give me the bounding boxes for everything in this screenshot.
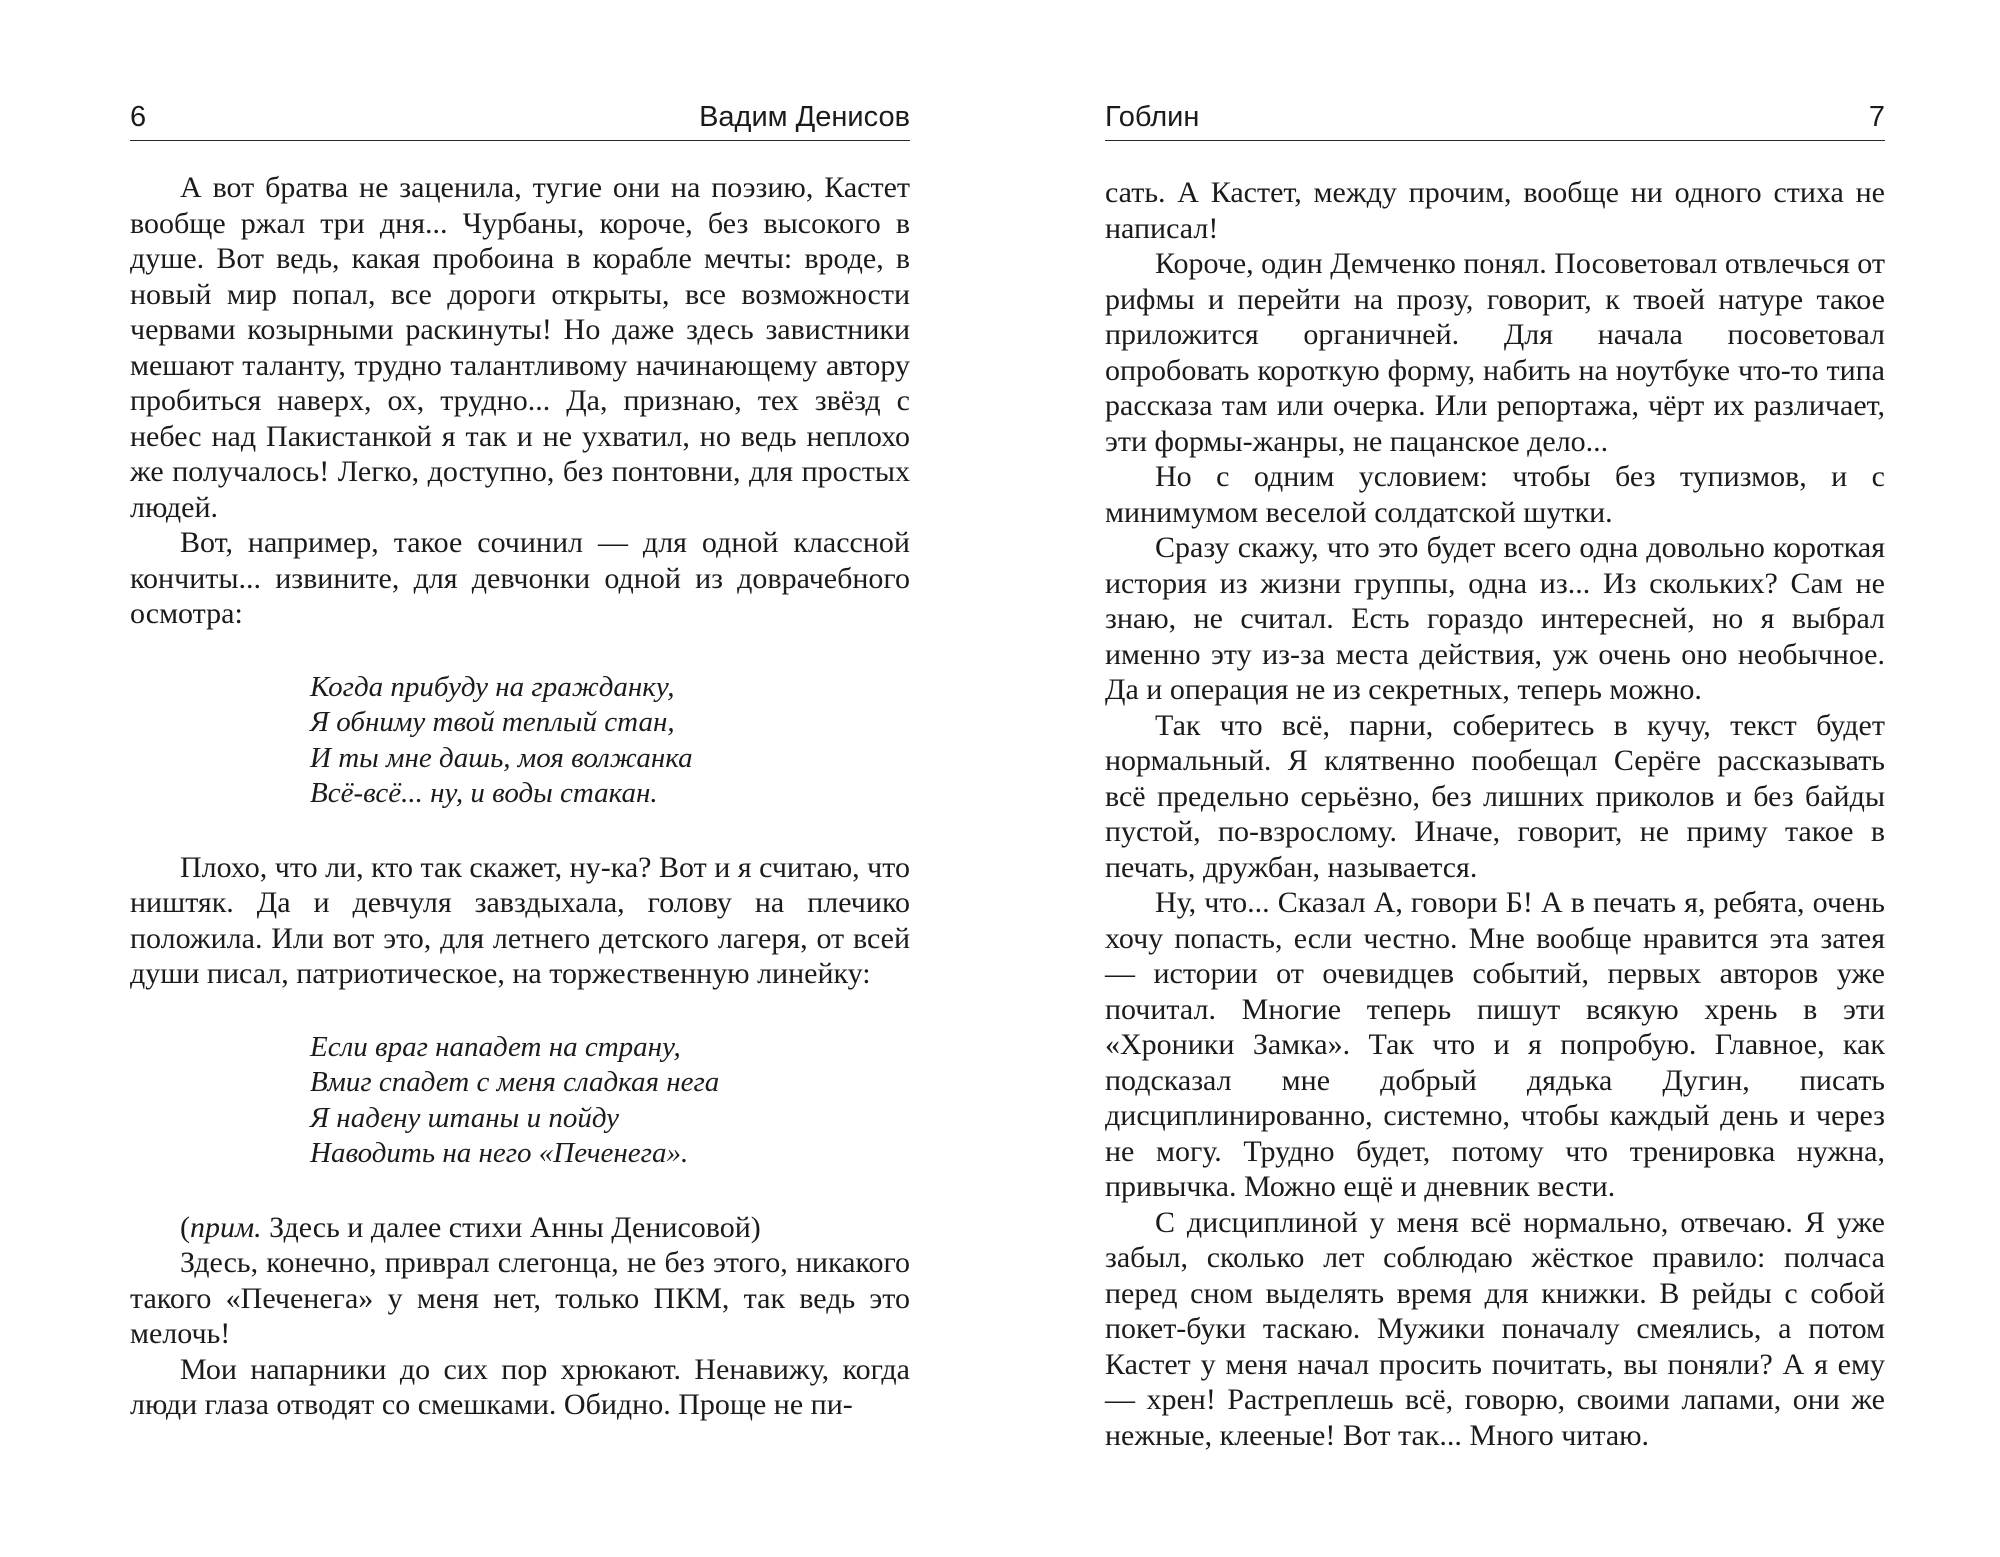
poem-line: Наводить на него «Печенега». xyxy=(310,1137,689,1169)
paragraph-continued: сать. А Кастет, между прочим, вообще ни одного стиха не написал! xyxy=(1105,176,1885,245)
poem-line: Если враг нападет на страну, xyxy=(310,1030,681,1063)
poem-1 xyxy=(310,670,910,812)
right-running-head xyxy=(1105,100,1885,141)
paragraph: Ну, что... Сказал А, говори Б! А в печать я, ребята, очень хочу попасть, если честно. Мне вообще нравится эта затея — истории от очевидцев событий, первых авторов уже почитал. Многие теперь пишут всякую хрень в эти «Хроники Замка». Так что и я попробую. Главное, как подсказал мне добрый дядька Дугин, писать дисциплинированно, системно, чтобы каждый день и через не могу. Трудно будет, потому что тренировка нужна, привычка. Можно ещё и дневник вести. xyxy=(1105,886,1885,1203)
paragraph: Так что всё, парни, соберитесь в кучу, текст будет нормальный. Я клятвенно пообещал Серёге рассказывать всё предельно серьёзно, без лишних приколов и без байды пустой, по-взрослому. Иначе, говорит, не приму такое в печать, дружбан, называется. xyxy=(1105,708,1885,884)
poem-line: Я надену штаны и пойду xyxy=(310,1101,619,1134)
paragraph: С дисциплиной у меня всё нормально, отвечаю. Я уже забыл, сколько лет соблюдаю жёсткое правило: полчаса перед сном выделять время для книжки. В рейды с собой покет-буки таскаю. Мужики поначалу смеялись, а потом Кастет у меня начал просить почитать, вы поняли? А я ему — хрен! Растреплешь всё, говорю, своими лапами, они же нежные, клееные! Вот так... Много читаю. xyxy=(1105,1205,1885,1452)
note-open-paren: ( xyxy=(180,1210,190,1244)
paragraph: Здесь, конечно, приврал слегонца, не без этого, никакого такого «Печенега» у меня нет, только ПКМ, так ведь это мелочь! xyxy=(130,1246,910,1350)
poem-line: Я обниму твой теплый стан, xyxy=(310,706,675,738)
poem-line: Всё-всё... ну, и воды стакан. xyxy=(310,777,658,809)
note-text: Здесь и далее стихи Анны Денисовой) xyxy=(261,1210,761,1244)
paragraph: Сразу скажу, что это будет всего одна довольно короткая история из жизни группы, одна из... Из скольких? Сам не знаю, не считал. Есть гораздо интересней, но я выбрал именно эту из-за места действия, уж очень оно необычное. Да и операция не из секретных, теперь можно. xyxy=(1105,531,1885,706)
paragraph: А вот братва не заценила, тугие они на поэзию, Кастет вообще ржал три дня... Чурбаны, короче, без высокого в душе. Вот ведь, какая пробоина в корабле мечты: вроде, в новый мир попал, все дороги открыты, все возможности червами козырными раскинуты! Но даже здесь завистники мешают таланту, трудно талантливому начинающему автору пробиться наверх, ох, трудно... Да, признаю, тех звёзд с небес над Пакистанкой я так и не ухватил, но ведь неплохо же получалось! Легко, доступно, без понтовни, для простых людей. xyxy=(130,171,910,524)
poem-2 xyxy=(310,1030,910,1172)
poem-line: И ты мне дашь, моя волжанка xyxy=(310,741,693,774)
left-page-text xyxy=(130,170,910,1423)
paragraph: Вот, например, такое сочинил — для одной классной кончиты... извините, для девчонки одной из доврачебного осмотра: xyxy=(130,526,910,630)
poem-line: Вмиг спадет с меня сладкая нега xyxy=(310,1066,720,1098)
running-title-book: Гоблин xyxy=(1105,101,1200,133)
paragraph: Короче, один Демченко понял. Посоветовал отвлечься от рифмы и перейти на прозу, говорит, к твоей натуре такое приложится органичней. Для начала посоветовал опробовать короткую форму, набить на ноутбуке что-то типа рассказа там или очерка. Или репортажа, чёрт их различает, эти формы-жанры, не пацанское дело... xyxy=(1105,247,1885,458)
note-abbreviation: прим. xyxy=(190,1210,262,1244)
page-number-left: 6 xyxy=(130,101,147,133)
poem-line: Когда прибуду на гражданку, xyxy=(310,670,675,703)
left-running-head xyxy=(130,100,910,141)
running-title-author: Вадим Денисов xyxy=(699,101,910,133)
page-number-right: 7 xyxy=(1868,101,1885,133)
paragraph: Но с одним условием: чтобы без тупизмов, и с минимумом веселой солдатской шутки. xyxy=(1105,460,1885,529)
paragraph: Плохо, что ли, кто так скажет, ну-ка? Вот и я считаю, что ништяк. Да и девчуля завздыхала, голову на плечико положила. Или вот это, для летнего детского лагеря, от всей души писал, патриотическое, на торжественную линейку: xyxy=(130,850,910,990)
right-page-text xyxy=(1105,175,1885,1453)
author-note xyxy=(130,1210,910,1246)
paragraph: Мои напарники до сих пор хрюкают. Ненавижу, когда люди глаза отводят со смешками. Обидно. Проще не пи- xyxy=(130,1352,910,1421)
